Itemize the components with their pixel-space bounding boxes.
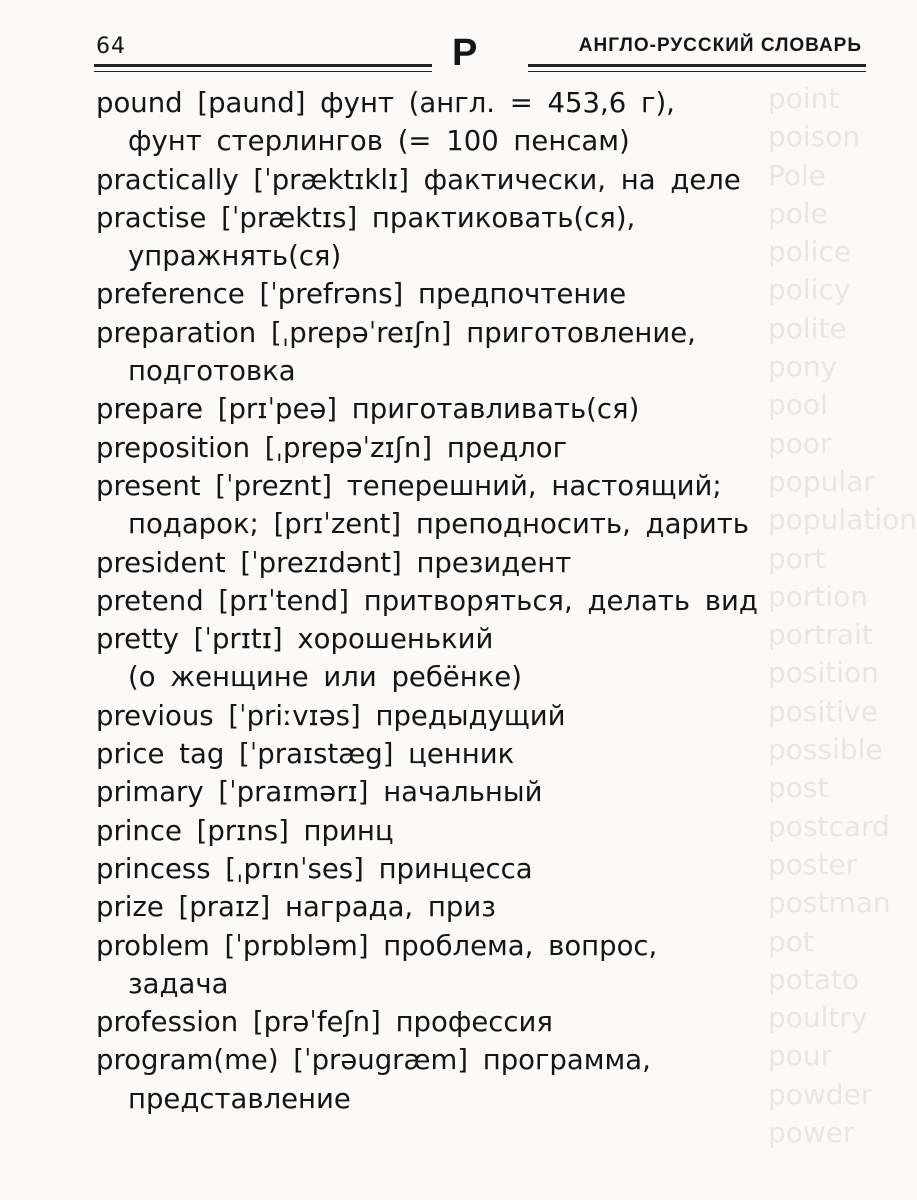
entry-line: program(me) [ˈprəugræm] программа,	[96, 1044, 651, 1077]
entry-line: price tag [ˈpraɪstæg] ценник	[96, 738, 515, 771]
entry-line: profession [prəˈfeʃn] профессия	[96, 1006, 553, 1039]
entry-continuation-line: подарок; [prɪˈzent] преподносить, дарить	[128, 508, 749, 541]
entry-continuation-line: упражнять(ся)	[128, 240, 342, 273]
entry-line: prize [praɪz] награда, приз	[96, 891, 496, 924]
entry-continuation-line: фунт стерлингов (= 100 пенсам)	[128, 125, 630, 158]
header-rule-left-thin	[94, 71, 432, 72]
entry-line: prepare [prɪˈpeə] приготавливать(ся)	[96, 393, 640, 426]
entry-continuation-line: подготовка	[128, 355, 296, 388]
dictionary-entries	[96, 84, 856, 1118]
entry-line: prince [prɪns] принц	[96, 814, 394, 847]
entry-continuation-line: задача	[128, 967, 229, 1000]
header-rule-left	[94, 64, 432, 67]
bleed-through-text: point poison Pole pole police policy polite pony pool poor popular population port portion portrait position positive possible post postcard poster postman pot potato poultry pour powder power	[768, 82, 917, 1150]
entry-continuation-line: (о женщине или ребёнке)	[128, 661, 522, 694]
entry-line: present [ˈpreznt] теперешний, настоящий;	[96, 469, 722, 502]
entry-line: pretty [ˈprɪtɪ] хорошенький	[96, 623, 494, 656]
entry-line: pound [paund] фунт (англ. = 453,6 г),	[96, 87, 675, 119]
entry-line: preference [ˈprefrəns] предпочтение	[96, 278, 627, 311]
entry-line: princess [ˌprɪnˈses] принцесса	[96, 852, 533, 885]
page-header	[0, 0, 900, 90]
entry-line: practically [ˈpræktɪklɪ] фактически, на деле	[96, 163, 741, 196]
entry-line: practise [ˈpræktɪs] практиковать(ся),	[96, 201, 636, 234]
entry-continuation-line: представление	[128, 1082, 351, 1115]
entry-line: preposition [ˌprepəˈzɪʃn] предлог	[96, 431, 568, 464]
entry-line: president [ˈprezɪdənt] президент	[96, 546, 572, 579]
entry-line: problem [ˈprɒbləm] проблема, вопрос,	[96, 929, 658, 962]
entry-line: preparation [ˌprepəˈreɪʃn] приготовление,	[96, 316, 696, 349]
entry-line: pretend [prɪˈtend] притворяться, делать вид	[96, 584, 758, 617]
header-rule-right	[528, 64, 866, 67]
entry-line: previous [ˈpriːvɪəs] предыдущий	[96, 699, 566, 732]
dictionary-title: АНГЛО-РУССКИЙ СЛОВАРЬ	[578, 35, 862, 56]
entry-line: primary [ˈpraɪmərɪ] начальный	[96, 776, 543, 809]
section-letter: P	[452, 32, 478, 74]
header-rule-right-thin	[528, 71, 866, 72]
page-number: 64	[96, 34, 126, 59]
